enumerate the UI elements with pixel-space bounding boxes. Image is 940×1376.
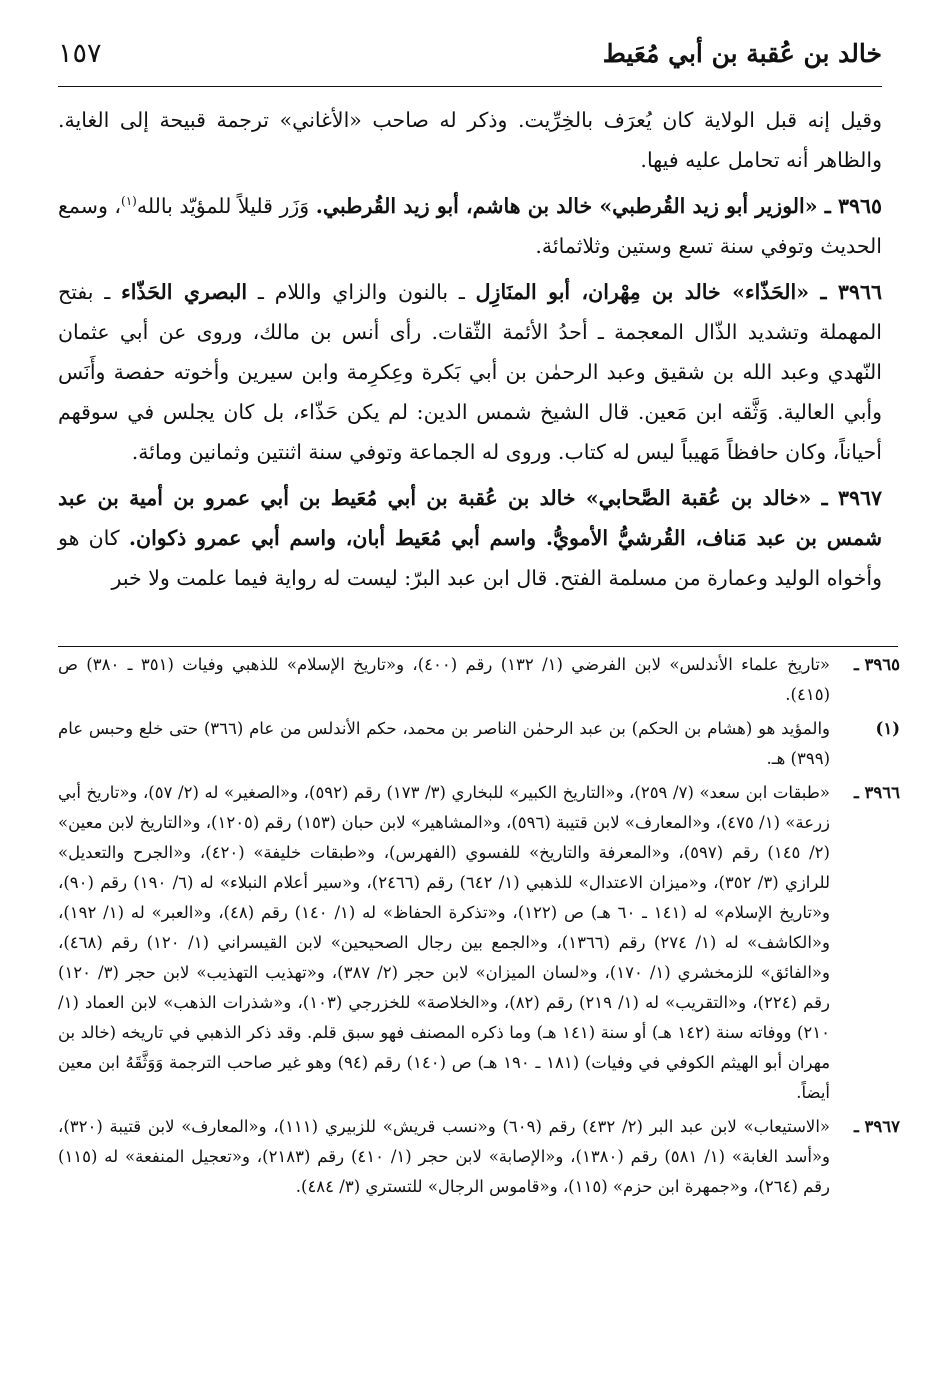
page-header xyxy=(58,22,882,84)
entry-3965 xyxy=(58,186,882,266)
entry-heading: ٣٩٦٥ ـ «الوزير أبو زيد القُرطبي» خالد بن هاشم، أبو زيد القُرطبي. xyxy=(315,194,882,218)
entry-body: كان هو وأخواه الوليد وعمارة من مسلمة الفتح. قال ابن عبد البرّ: ليست له رواية فيما علمت ولا خبر xyxy=(58,526,882,590)
entry-heading-nisba: البصري الحَذّاء xyxy=(121,280,248,304)
footnote-text: «الاستيعاب» لابن عبد البر (٢/ ٤٣٢) رقم (٦٠٩) و«نسب قريش» للزبيري (١١١)، و«المعارف» لابن قتيبة (٣٢٠)، و«أسد الغابة» (١/ ٥٨١) رقم (١٣٨٠)، و«الإصابة» لابن حجر (١/ ٤١٠) رقم (٢١٨٣)، و«تعجيل المنفعة» له (١١٥) رقم (٢٦٤)، و«جمهرة ابن حزم» (١١٥)، و«قاموس الرجال» للتستري (٣/ ٤٨٤). xyxy=(58,1117,831,1196)
footnote-divider xyxy=(58,646,898,647)
page-number: ١٥٧ xyxy=(58,37,102,69)
footnote-label: ٣٩٦٥ ـ xyxy=(853,655,900,674)
footnote-item xyxy=(58,650,900,710)
footnote-item xyxy=(58,714,900,774)
entry-heading: ٣٩٦٦ ـ «الحَذّاء» خالد بن مِهْران، أبو المنَازِل xyxy=(475,280,882,304)
footnote-item xyxy=(58,778,900,1108)
header-rule xyxy=(58,86,882,87)
footnotes xyxy=(58,650,900,1206)
entry-body: ـ بفتح المهملة وتشديد الذّال المعجمة ـ أحدُ الأئمة الثّقات. رأى أنس بن مالك، وروى عن أبي عثمان النّهدي وعبد الله بن شقيق وعبد الرحمٰن بن أبي بَكرة وعِكرِمة وابن سيرين وأخوته حفصة وأَنَس وأبي العالية. وَثَّقه ابن مَعين. قال الشيخ شمس الدين: لم يكن حَذّاء، بل كان يجلس في سوقهم أحياناً، وكان حافظاً مَهيباً ليس له كتاب. وروى له الجماعة وتوفي سنة اثنتين وثمانين ومائة. xyxy=(58,280,882,464)
main-text xyxy=(58,100,882,604)
entry-3967 xyxy=(58,478,882,598)
footnote-label: ٣٩٦٧ ـ xyxy=(853,1117,900,1136)
entry-note: ـ بالنون والزاي واللام ـ xyxy=(257,280,465,304)
footnote-label: ٣٩٦٦ ـ xyxy=(853,783,900,802)
running-title: خالد بن عُقبة بن أبي مُعَيط xyxy=(602,38,882,68)
paragraph-text: وقيل إنه قبل الولاية كان يُعرَف بالخِرِّيت. وذكر له صاحب «الأغاني» ترجمة قبيحة إلى الغاية. والظاهر أنه تحامل عليه فيها. xyxy=(58,108,882,172)
entry-heading: ٣٩٦٧ ـ «خالد بن عُقبة الصَّحابي» خالد بن عُقبة بن أبي مُعَيط بن أبي عمرو بن أمية بن عبد شمس بن عبد مَناف، القُرشيُّ الأمويُّ. واسم أبي مُعَيط أبان، واسم أبي عمرو ذكوان. xyxy=(58,486,882,550)
entry-body: ، وسمع الحديث وتوفي سنة تسع وستين وثلاثمائة. xyxy=(58,194,882,258)
footnote-text: «طبقات ابن سعد» (٧/ ٢٥٩)، و«التاريخ الكبير» للبخاري (٣/ ١٧٣) رقم (٥٩٢)، و«الصغير» له (٢/ ٥٧)، و«تاريخ أبي زرعة» (١/ ٤٧٥)، و«المعارف» لابن قتيبة (٥٩٦)، و«المشاهير» لابن حبان (١٥٣) رقم (١٢٠٥)، و«التاريخ لابن معين» (٢/ ١٤٥) رقم (٥٩٧)، و«المعرفة والتاريخ» للفسوي (الفهرس)، و«طبقات خليفة» (٤٢٠)، و«الجرح والتعديل» للرازي (٣/ ٣٥٢)، و«ميزان الاعتدال» للذهبي (١/ ٦٤٢) رقم (٢٤٦٦)، و«سير أعلام النبلاء» له (٦/ ١٩٠) رقم (٩٠)، و«تاريخ الإسلام» له (١٤١ ـ ٦٠ هـ) ص (١٢٢)، و«تذكرة الحفاظ» له (١/ ١٤٠) رقم (٤٨)، و«العبر» له (١/ ١٩٢)، و«الكاشف» له (١/ ٢٧٤) رقم (١٣٦٦)، و«الجمع بين رجال الصحيحين» لابن القيسراني (١/ ١٢٠) رقم (٤٦٨)، و«الفائق» للزمخشري (١/ ١٧٠)، و«لسان الميزان» لابن حجر (٢/ ٣٨٧)، و«تهذيب التهذيب» لابن حجر (٣/ ١٢٠) رقم (٢٢٤)، و«التقريب» له (١/ ٢١٩) رقم (٨٢)، و«الخلاصة» للخزرجي (١٠٣)، و«شذرات الذهب» لابن العماد (١/ ٢١٠) ووفاته سنة (١٤٢ هـ) أو سنة (١٤١ هـ) وما ذكره المصنف فهو سبق قلم. وقد ذكر الذهبي في تاريخه (خالد بن مهران أبو الهيثم الكوفي في وفيات) (١٨١ ـ ١٩٠ هـ) ص (١٤٠) رقم (٩٤) وهو غير صاحب الترجمة وَوَثَّقَهُ ابن معين أيضاً. xyxy=(58,783,831,1102)
entry-3966 xyxy=(58,272,882,472)
footnote-reference[interactable]: (١) xyxy=(121,194,137,209)
paragraph-continuation xyxy=(58,100,882,180)
footnote-label: (١) xyxy=(875,719,900,738)
footnote-item xyxy=(58,1112,900,1202)
entry-body: وَزَر قليلاً للمؤيّد بالله xyxy=(136,194,310,218)
footnote-text: والمؤيد هو (هشام بن الحكم) بن عبد الرحمٰن الناصر بن محمد، حكم الأندلس من عام (٣٦٦) حتى خلع وحبس عام (٣٩٩) هـ. xyxy=(58,719,830,768)
footnote-text: «تاريخ علماء الأندلس» لابن الفرضي (١/ ١٣٢) رقم (٤٠٠)، و«تاريخ الإسلام» للذهبي وفيات (٣٥١ ـ ٣٨٠) ص (٤١٥). xyxy=(58,655,831,704)
